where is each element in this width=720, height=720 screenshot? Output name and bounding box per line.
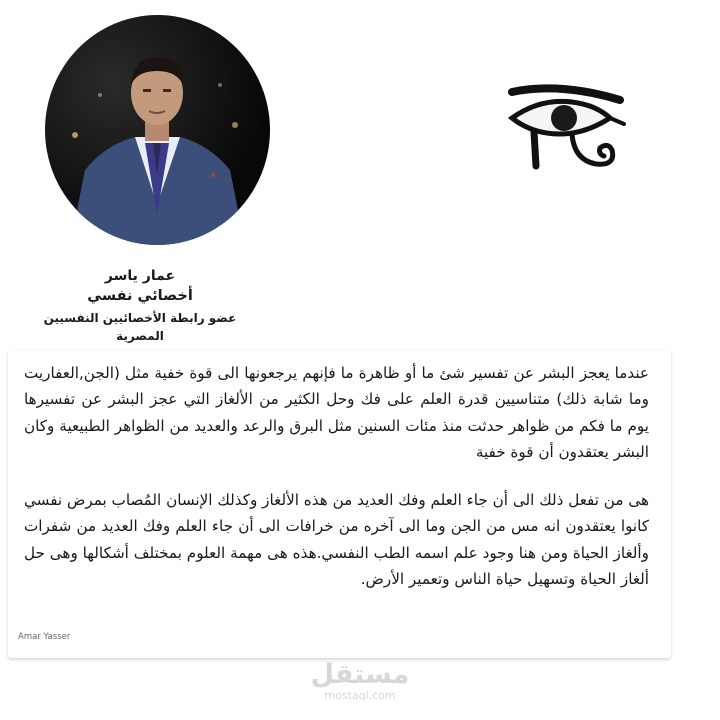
article-card (8, 350, 671, 658)
author-title: أخصائي نفسي (87, 288, 193, 304)
watermark-logo: مستقل (310, 659, 410, 690)
author-name: عمار ياسر (104, 268, 176, 284)
author-membership: عضو رابطة الأخصائيين النفسيين المصرية (43, 311, 237, 343)
watermark-site: mostaql.com (324, 689, 396, 702)
article-paragraph: هى من تفعل ذلك الى أن جاء العلم وفك العديد من هذه الألغاز وكذلك الإنسان المُصاب بمرض نفسي كانوا يعتقدون انه مس من الجن وما الى آخره من خرافات الى أن جاء العلم وفك العديد من شفرات وألغاز الحياة ومن هنا وجود علم اسمه الطب النفسي.هذه هى مهمة العلوم بمختلف أشكالها وهى حل ألغاز الحياة وتسهيل حياة الناس وتعمير الأرض. (24, 491, 649, 589)
article-paragraph: عندما يعجز البشر عن تفسير شئ ما أو ظاهرة ما فإنهم يرجعونها الى قوة خفية مثل (الجن,العفاريت وما شابة ذلك) متناسيين قدرة العلم على فك وحل الكثير من الألغاز التي عجز البشر عن تفسيرها يوم ما فكم من ظواهر حدثت منذ مئات السنين مثل البرق والرعد والعديد من الظواهر الطبيعية وكان البشر يعتقدون أن قوة خفية (24, 364, 649, 461)
author-photo-illustration (45, 15, 270, 245)
author-photo (45, 15, 270, 245)
article-body (24, 360, 649, 614)
article-author: Amar Yasser (18, 632, 71, 642)
eye-of-horus-icon (500, 78, 630, 173)
watermark (300, 660, 420, 702)
